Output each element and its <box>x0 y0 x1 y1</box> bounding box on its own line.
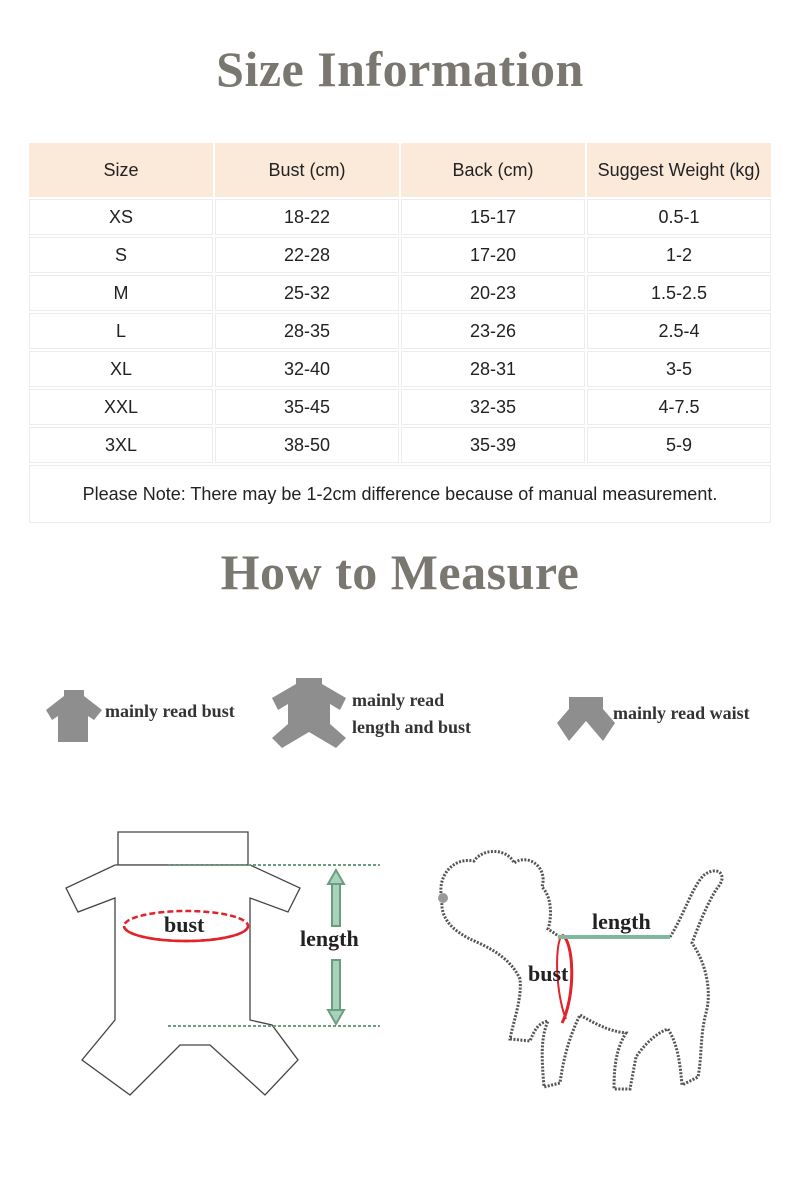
table-row <box>29 313 771 349</box>
garment-bust-label: bust <box>164 912 205 937</box>
garment-collar <box>118 832 248 865</box>
cell-back: 35-39 <box>401 427 585 463</box>
cell-bust: 28-35 <box>215 313 399 349</box>
cell-bust: 38-50 <box>215 427 399 463</box>
header-back: Back (cm) <box>401 143 585 197</box>
header-bust: Bust (cm) <box>215 143 399 197</box>
cell-size: S <box>29 237 213 273</box>
cell-size: XXL <box>29 389 213 425</box>
cell-size: L <box>29 313 213 349</box>
cell-weight: 1.5-2.5 <box>587 275 771 311</box>
cell-weight: 3-5 <box>587 351 771 387</box>
jumpsuit-icon <box>270 676 348 750</box>
table-row <box>29 275 771 311</box>
cell-weight: 2.5-4 <box>587 313 771 349</box>
garment-body-outline <box>66 865 300 1095</box>
cell-bust: 35-45 <box>215 389 399 425</box>
tshirt-icon <box>44 688 104 744</box>
cell-weight: 4-7.5 <box>587 389 771 425</box>
cell-back: 17-20 <box>401 237 585 273</box>
cell-bust: 22-28 <box>215 237 399 273</box>
cell-size: XS <box>29 199 213 235</box>
table-row <box>29 389 771 425</box>
cell-weight: 1-2 <box>587 237 771 273</box>
icon-label-bust: mainly read bust <box>105 701 235 721</box>
cell-weight: 0.5-1 <box>587 199 771 235</box>
icon-label-line2: length and bust <box>352 717 472 737</box>
size-information-title: Size Information <box>216 41 584 97</box>
cell-back: 23-26 <box>401 313 585 349</box>
cell-bust: 32-40 <box>215 351 399 387</box>
size-table <box>27 141 773 525</box>
how-to-measure-title: How to Measure <box>220 544 580 600</box>
cell-size: M <box>29 275 213 311</box>
cell-bust: 25-32 <box>215 275 399 311</box>
icon-label-waist: mainly read waist <box>613 703 750 723</box>
cell-weight: 5-9 <box>587 427 771 463</box>
table-note-row <box>29 465 771 523</box>
table-row <box>29 351 771 387</box>
header-size: Size <box>29 143 213 197</box>
dog-bust-label: bust <box>528 961 569 986</box>
cell-back: 32-35 <box>401 389 585 425</box>
table-row <box>29 199 771 235</box>
table-header-row <box>29 143 771 197</box>
measurement-note: Please Note: There may be 1-2cm difference because of manual measurement. <box>29 465 771 523</box>
cell-back: 28-31 <box>401 351 585 387</box>
dog-diagram <box>430 845 775 1100</box>
table-row <box>29 237 771 273</box>
cell-size: XL <box>29 351 213 387</box>
dog-outline <box>441 851 722 1089</box>
cell-bust: 18-22 <box>215 199 399 235</box>
icon-label-length-bust <box>352 687 471 741</box>
cell-size: 3XL <box>29 427 213 463</box>
length-label: length <box>300 926 359 951</box>
dog-nose <box>438 893 448 903</box>
dog-length-label: length <box>592 909 651 934</box>
table-row <box>29 427 771 463</box>
garment-diagram <box>60 820 390 1100</box>
cell-back: 15-17 <box>401 199 585 235</box>
icon-label-line1: mainly read <box>352 690 445 710</box>
pants-icon <box>555 695 617 743</box>
cell-back: 20-23 <box>401 275 585 311</box>
header-weight: Suggest Weight (kg) <box>587 143 771 197</box>
